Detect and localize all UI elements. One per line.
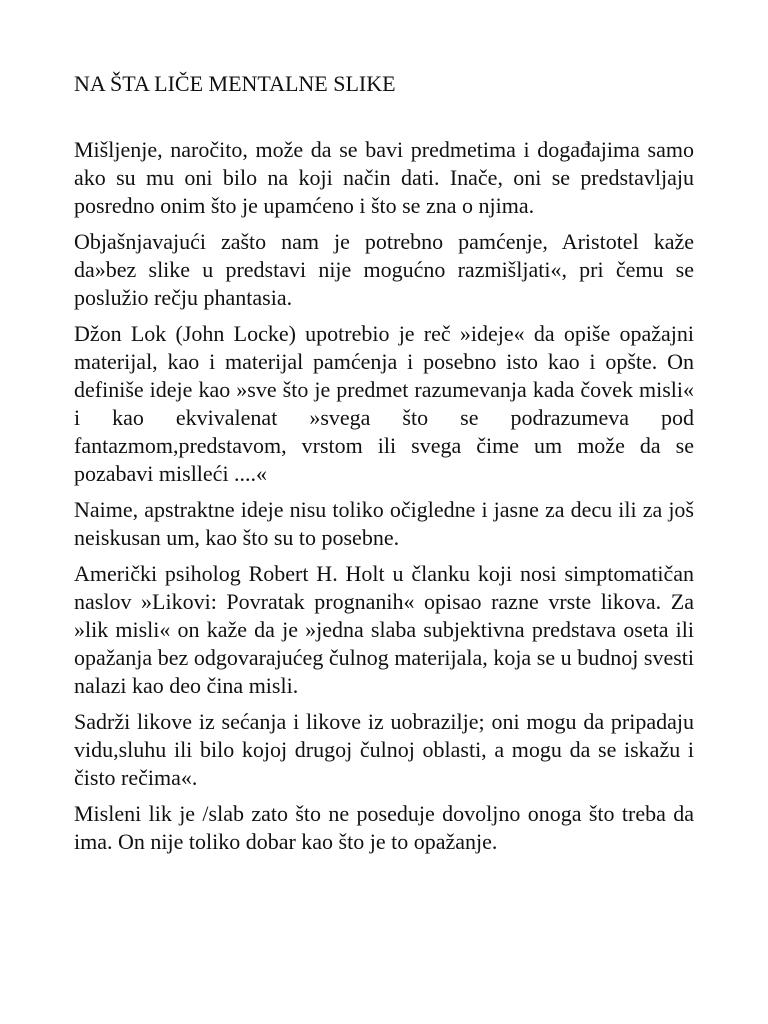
paragraph: Naime, apstraktne ideje nisu toliko očigledne i jasne za decu ili za još neiskusan um, kao što su to posebne. <box>74 497 694 550</box>
paragraph: Mišljenje, naročito, može da se bavi predmetima i događajima samo ako su mu oni bilo na koji način dati. Inače, oni se predstavljaju posredno onim što je upamćeno i što se zna o njima. <box>74 137 694 218</box>
paragraph: Objašnjavajući zašto nam je potrebno pamćenje, Aristotel kaže da»bez slike u predstavi nije mogućno razmišljati«, pri čemu se poslužio rečju phantasia. <box>74 229 694 310</box>
paragraph: Misleni lik je /slab zato što ne poseduje dovoljno onoga što treba da ima. On nije toliko dobar kao što je to opažanje. <box>74 801 694 854</box>
paragraph: Američki psiholog Robert H. Holt u članku koji nosi simptomatičan naslov »Likovi: Povratak prognanih« opisao razne vrste likova. Za »lik misli« on kaže da je »jedna slaba subjektivna predstava oseta ili opažanja bez odgovarajućeg čulnog materijala, koja se u budnoj svesti nalazi kao deo čina misli. <box>74 561 694 698</box>
paragraph: Džon Lok (John Locke) upotrebio je reč »ideje« da opiše opažajni materijal, kao i materijal pamćenja i posebno isto kao i opšte. On definiše ideje kao »sve što je predmet razumevanja kada čovek misli« i kao ekvivalenat »svega što se podrazumeva pod fantazmom,predstavom, vrstom ili svega čime um može da se pozabavi mislleći ....« <box>74 321 694 486</box>
paragraph: Sadrži likove iz sećanja i likove iz uobrazilje; oni mogu da pripadaju vidu,sluhu ili bilo kojoj drugoj čulnoj oblasti, a mogu da se iskažu i čisto rečima«. <box>74 709 694 790</box>
document-title: NA ŠTA LIČE MENTALNE SLIKE <box>74 71 396 96</box>
